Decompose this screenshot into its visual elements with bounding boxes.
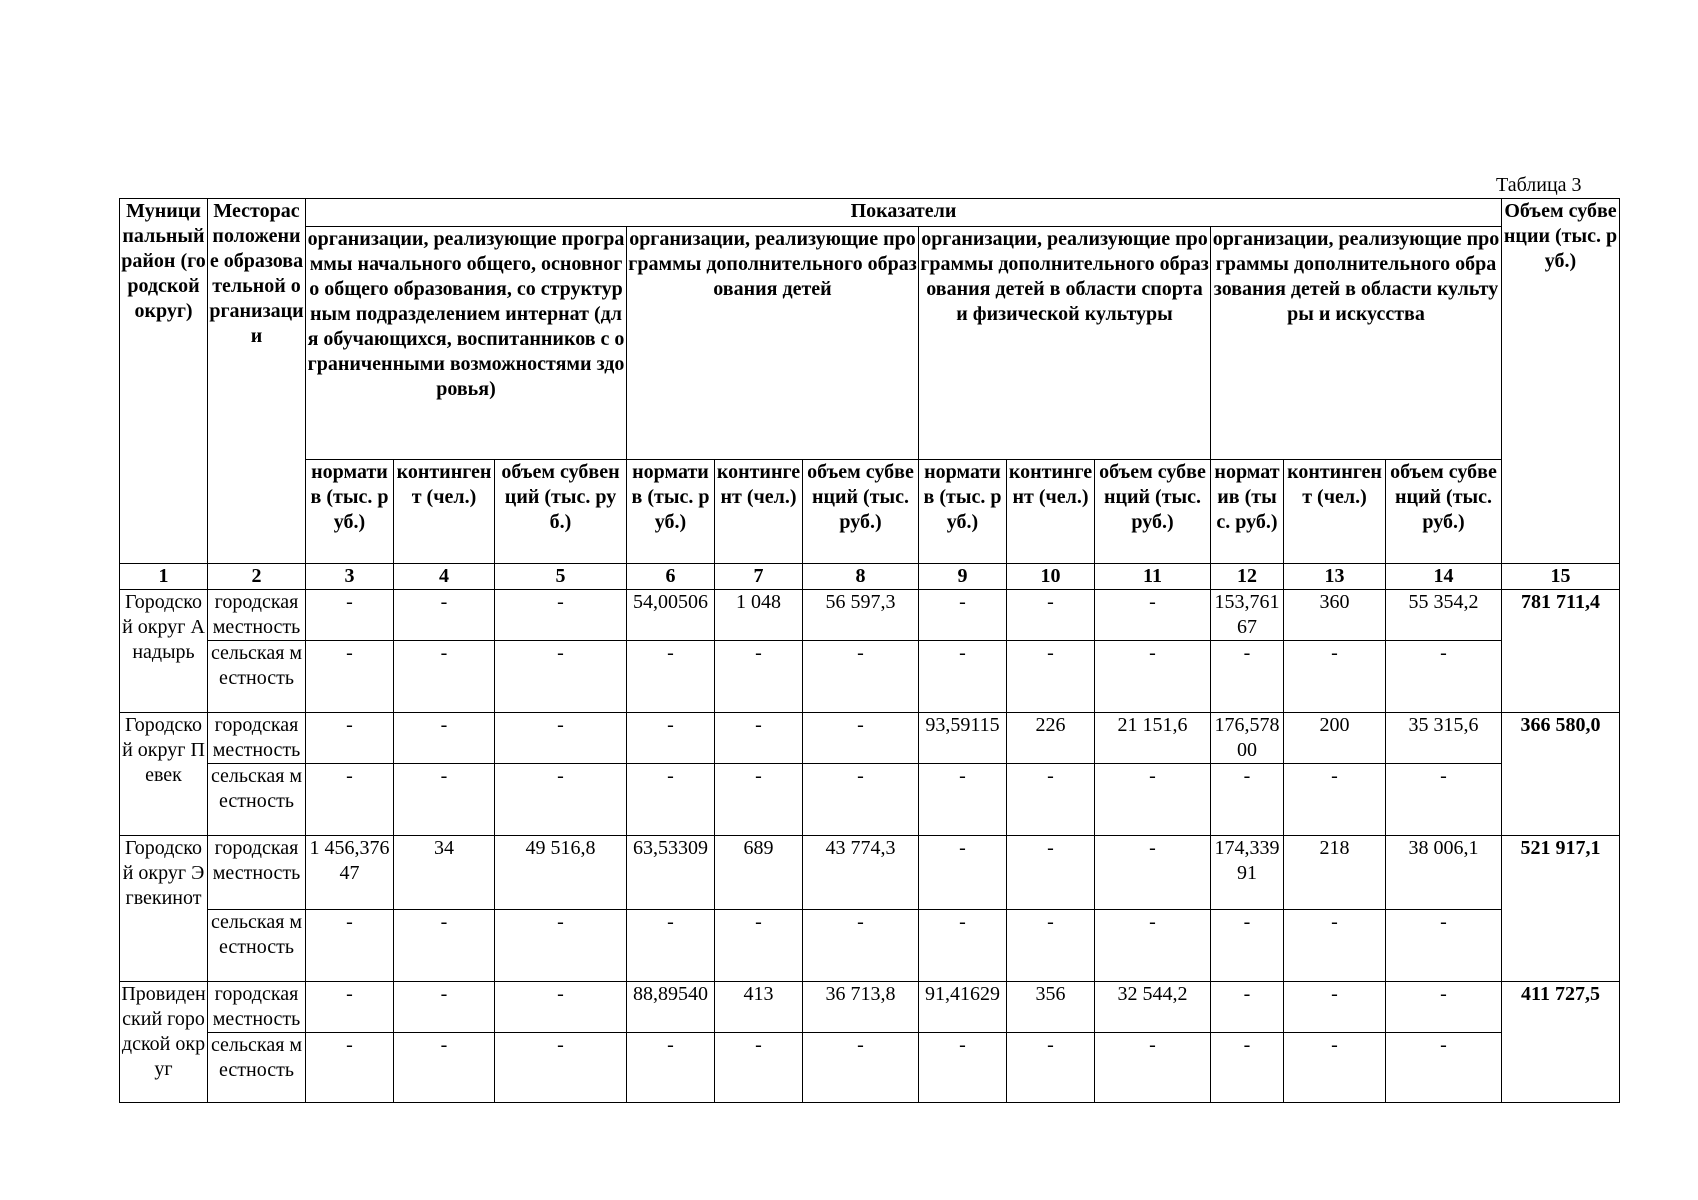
table-cell: - [1095, 590, 1211, 641]
column-number: 11 [1095, 564, 1211, 590]
table-cell: 56 597,3 [803, 590, 919, 641]
table-cell: 689 [715, 836, 803, 910]
header-contingent: контингент (чел.) [394, 460, 495, 564]
column-number: 7 [715, 564, 803, 590]
table-cell: - [1211, 641, 1284, 713]
table-cell: - [1095, 1033, 1211, 1103]
location-urban: городская местность [208, 982, 306, 1033]
table-cell: - [715, 641, 803, 713]
header-contingent: контингент (чел.) [1007, 460, 1095, 564]
subvention-table [119, 198, 1620, 1103]
municipality-name: Городской округ Эгвекинот [120, 836, 208, 982]
table-cell: - [1095, 641, 1211, 713]
header-group-additional-education: организации, реализующие программы дополнительного образования детей [627, 227, 919, 460]
location-urban: городская местность [208, 590, 306, 641]
header-norm: норматив (тыс. руб.) [627, 460, 715, 564]
table-cell: 43 774,3 [803, 836, 919, 910]
table-cell: - [1386, 641, 1502, 713]
table-cell: - [1386, 910, 1502, 982]
table-cell: - [803, 764, 919, 836]
table-cell: - [1284, 764, 1386, 836]
table-cell: - [627, 764, 715, 836]
table-row [120, 910, 1620, 982]
table-cell: - [306, 641, 394, 713]
header-norm: норматив (тыс. руб.) [919, 460, 1007, 564]
subvention-total: 411 727,5 [1502, 982, 1620, 1103]
table-cell: - [495, 641, 627, 713]
table-cell: 49 516,8 [495, 836, 627, 910]
table-cell: - [919, 910, 1007, 982]
table-cell: 36 713,8 [803, 982, 919, 1033]
column-number: 6 [627, 564, 715, 590]
table-cell: - [1386, 982, 1502, 1033]
table-cell: - [495, 1033, 627, 1103]
table-cell: 35 315,6 [1386, 713, 1502, 764]
table-cell: 21 151,6 [1095, 713, 1211, 764]
column-number: 5 [495, 564, 627, 590]
table-cell: - [627, 910, 715, 982]
location-rural: сельская местность [208, 910, 306, 982]
header-indicators: Показатели [306, 199, 1502, 227]
header-location: Месторасположение образовательной организации [208, 199, 306, 564]
table-cell: - [1211, 910, 1284, 982]
table-row [120, 764, 1620, 836]
table-row [120, 713, 1620, 764]
table-cell: - [1095, 910, 1211, 982]
header-group-sport: организации, реализующие программы дополнительного образования детей в области спорта и физической культуры [919, 227, 1211, 460]
table-cell: - [627, 641, 715, 713]
table-cell: - [1007, 1033, 1095, 1103]
table-cell: 91,41629 [919, 982, 1007, 1033]
table-cell: 54,00506 [627, 590, 715, 641]
header-group-culture: организации, реализующие программы дополнительного образования детей в области культуры и искусства [1211, 227, 1502, 460]
table-cell: - [394, 641, 495, 713]
table-cell: - [1284, 641, 1386, 713]
location-rural: сельская местность [208, 764, 306, 836]
column-number: 10 [1007, 564, 1095, 590]
header-contingent: контингент (чел.) [715, 460, 803, 564]
table-row [120, 641, 1620, 713]
table-cell: 1 048 [715, 590, 803, 641]
table-cell: - [627, 1033, 715, 1103]
table-cell: - [306, 910, 394, 982]
table-cell: - [1095, 764, 1211, 836]
table-cell: - [495, 764, 627, 836]
header-subvention: объем субвенций (тыс. руб.) [495, 460, 627, 564]
column-number: 8 [803, 564, 919, 590]
table-cell: - [394, 713, 495, 764]
table-cell: 63,53309 [627, 836, 715, 910]
column-number: 9 [919, 564, 1007, 590]
table-body [120, 590, 1620, 1103]
column-number: 1 [120, 564, 208, 590]
table-cell: 413 [715, 982, 803, 1033]
table-cell: - [306, 590, 394, 641]
table-cell: - [1284, 1033, 1386, 1103]
table-cell: - [495, 982, 627, 1033]
header-total-subvention: Объем субвенции (тыс. руб.) [1502, 199, 1620, 564]
table-cell: - [394, 590, 495, 641]
municipality-name: Городской округ Анадырь [120, 590, 208, 713]
table-cell: - [1211, 764, 1284, 836]
table-cell: 226 [1007, 713, 1095, 764]
table-cell: - [803, 713, 919, 764]
location-urban: городская местность [208, 836, 306, 910]
table-cell: 356 [1007, 982, 1095, 1033]
table-cell: - [919, 764, 1007, 836]
header-norm: норматив (тыс. руб.) [306, 460, 394, 564]
subvention-total: 781 711,4 [1502, 590, 1620, 713]
table-cell: - [803, 910, 919, 982]
table-cell: 218 [1284, 836, 1386, 910]
table-cell: - [1284, 982, 1386, 1033]
table-cell: - [715, 1033, 803, 1103]
table-row [120, 982, 1620, 1033]
table-row [120, 1033, 1620, 1103]
table-cell: - [803, 1033, 919, 1103]
table-cell: - [306, 982, 394, 1033]
table-cell: 88,89540 [627, 982, 715, 1033]
location-rural: сельская местность [208, 641, 306, 713]
table-cell: - [1211, 1033, 1284, 1103]
table-cell: - [715, 713, 803, 764]
table-cell: 176,57800 [1211, 713, 1284, 764]
table-cell: - [394, 982, 495, 1033]
table-row [120, 836, 1620, 910]
column-number: 4 [394, 564, 495, 590]
table-cell: - [1007, 641, 1095, 713]
table-cell: - [495, 713, 627, 764]
municipality-name: Городской округ Певек [120, 713, 208, 836]
table-caption: Таблица 3 [1496, 174, 1582, 196]
table-cell: - [803, 641, 919, 713]
table-cell: - [1007, 590, 1095, 641]
table-cell: 32 544,2 [1095, 982, 1211, 1033]
table-cell: - [627, 713, 715, 764]
header-municipality: Муниципальный район (городской округ) [120, 199, 208, 564]
table-cell: - [1211, 982, 1284, 1033]
header-norm: норматив (тыс. руб.) [1211, 460, 1284, 564]
table-cell: - [394, 910, 495, 982]
column-number: 14 [1386, 564, 1502, 590]
header-subvention: объем субвенций (тыс. руб.) [1386, 460, 1502, 564]
table-cell: - [715, 764, 803, 836]
table-cell: 360 [1284, 590, 1386, 641]
table-cell: - [919, 590, 1007, 641]
table-cell: - [1284, 910, 1386, 982]
table-cell: - [394, 764, 495, 836]
column-number: 15 [1502, 564, 1620, 590]
column-number: 13 [1284, 564, 1386, 590]
location-urban: городская местность [208, 713, 306, 764]
table-cell: 34 [394, 836, 495, 910]
table-cell: - [1007, 764, 1095, 836]
table-cell: 200 [1284, 713, 1386, 764]
table-cell: - [919, 641, 1007, 713]
column-number: 12 [1211, 564, 1284, 590]
table-row [120, 590, 1620, 641]
table-cell: - [306, 1033, 394, 1103]
table-cell: - [1095, 836, 1211, 910]
subvention-total: 366 580,0 [1502, 713, 1620, 836]
column-number: 2 [208, 564, 306, 590]
header-subvention: объем субвенций (тыс. руб.) [1095, 460, 1211, 564]
header-group-general-education: организации, реализующие программы начального общего, основного общего образования, со структурным подразделением интернат (для обучающихся, воспитанников с ограниченными возможностями здоровья) [306, 227, 627, 460]
table-cell: 93,59115 [919, 713, 1007, 764]
table-cell: - [1007, 836, 1095, 910]
table-cell: 153,76167 [1211, 590, 1284, 641]
table-cell: - [919, 1033, 1007, 1103]
column-number: 3 [306, 564, 394, 590]
table-cell: 55 354,2 [1386, 590, 1502, 641]
table-cell: - [1007, 910, 1095, 982]
table-cell: - [1386, 1033, 1502, 1103]
table-cell: - [394, 1033, 495, 1103]
table-cell: - [306, 713, 394, 764]
location-rural: сельская местность [208, 1033, 306, 1103]
table-cell: 174,33991 [1211, 836, 1284, 910]
table-cell: - [306, 764, 394, 836]
table-cell: 1 456,37647 [306, 836, 394, 910]
table-cell: - [919, 836, 1007, 910]
table-cell: - [1386, 764, 1502, 836]
subvention-total: 521 917,1 [1502, 836, 1620, 982]
table-cell: - [495, 910, 627, 982]
header-contingent: контингент (чел.) [1284, 460, 1386, 564]
table-cell: - [715, 910, 803, 982]
municipality-name: Провиденский городской округ [120, 982, 208, 1103]
table-cell: - [495, 590, 627, 641]
table-cell: 38 006,1 [1386, 836, 1502, 910]
header-subvention: объем субвенций (тыс. руб.) [803, 460, 919, 564]
